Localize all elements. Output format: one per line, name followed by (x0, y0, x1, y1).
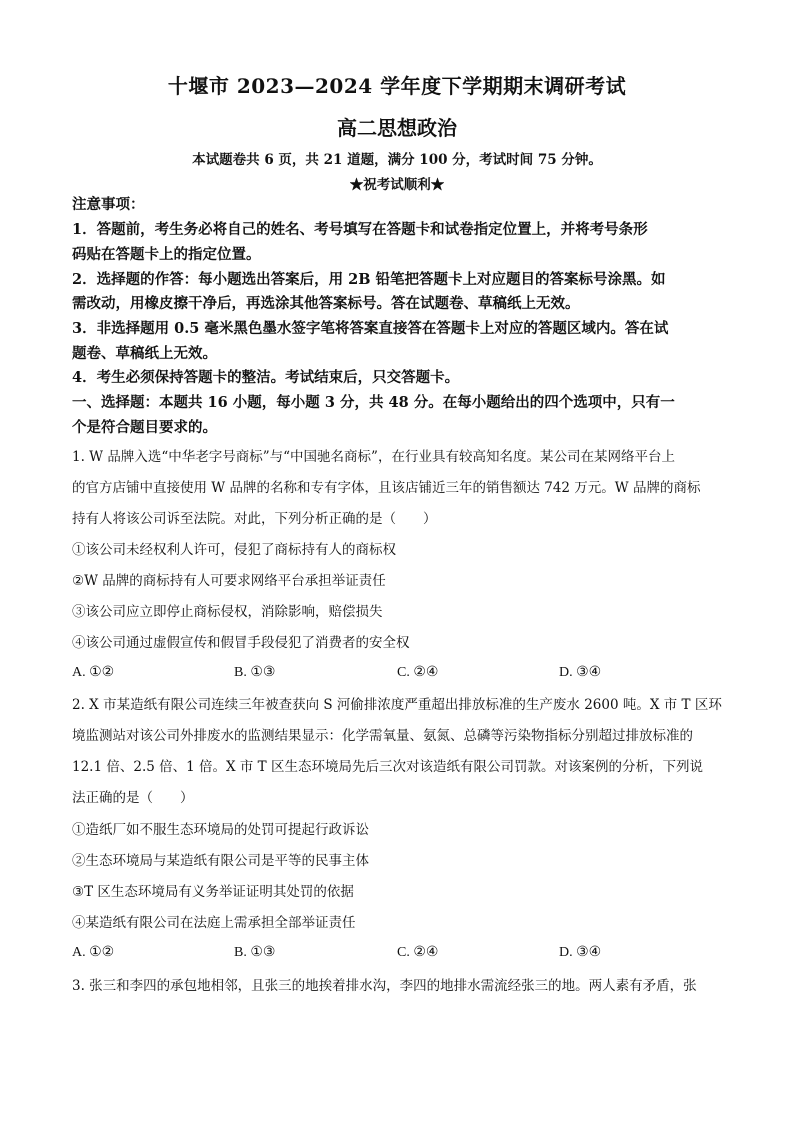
question-1-statement: ①该公司未经权利人许可，侵犯了商标持有人的商标权 (72, 542, 396, 558)
question-2-stem: 12.1 倍、2.5 倍、1 倍。X 市 T 区生态环境局先后三次对该造纸有限公司罚款。对该案例的分析，下列说 (72, 759, 703, 775)
question-2-stem: 境监测站对该公司外排废水的监测结果显示：化学需氧量、氨氮、总磷等污染物指标分别超过排放标准的 (72, 728, 693, 744)
exam-info: 本试题卷共 6 页，共 21 道题，满分 100 分，考试时间 75 分钟。 (192, 152, 602, 168)
section-heading: 个是符合题目要求的。 (72, 419, 217, 436)
option-a: A. ①② (72, 945, 115, 960)
question-2-stem: 2. X 市某造纸有限公司连续三年被查获向 S 河偷排浓度严重超出排放标准的生产废水 2600 吨。X 市 T 区环 (72, 697, 722, 713)
question-2-statement: ④某造纸有限公司在法庭上需承担全部举证责任 (72, 915, 356, 931)
option-d: D. ③④ (559, 945, 602, 960)
note-line: 3．非选择题用 0.5 毫米黑色墨水签字笔将答案直接答在答题卡上对应的答题区域内。答在试 (72, 320, 669, 337)
option-c: C. ②④ (397, 945, 439, 960)
note-line: 4．考生必须保持答题卡的整洁。考试结束后，只交答题卡。 (72, 369, 460, 386)
question-1-stem: 的官方店铺中直接使用 W 品牌的名称和专有字体，且该店铺近三年的销售额达 742 万元。W 品牌的商标 (72, 480, 701, 496)
question-2-stem: 法正确的是（ ） (72, 790, 194, 806)
question-1-statement: ④该公司通过虚假宣传和假冒手段侵犯了消费者的安全权 (72, 635, 410, 651)
exam-title: 十堰市 2023—2024 学年度下学期期末调研考试 (167, 74, 627, 98)
section-heading: 一、选择题：本题共 16 小题，每小题 3 分，共 48 分。在每小题给出的四个选项中，只有一 (72, 394, 675, 411)
question-1-stem: 1. W 品牌入选“中华老字号商标”与“中国驰名商标”，在行业具有较高知名度。某公司在某网络平台上 (72, 449, 675, 465)
question-1-statement: ③该公司应立即停止商标侵权，消除影响，赔偿损失 (72, 604, 383, 620)
notes-heading: 注意事项： (72, 196, 145, 213)
option-a: A. ①② (72, 665, 115, 680)
question-2-statement: ①造纸厂如不服生态环境局的处罚可提起行政诉讼 (72, 822, 369, 838)
option-b: B. ①③ (234, 665, 276, 680)
question-1-statement: ②W 品牌的商标持有人可要求网络平台承担举证责任 (72, 573, 386, 589)
question-2-statement: ②生态环境局与某造纸有限公司是平等的民事主体 (72, 853, 369, 869)
note-line: 1．答题前，考生务必将自己的姓名、考号填写在答题卡和试卷指定位置上，并将考号条形 (72, 221, 648, 238)
question-1-options (72, 664, 722, 684)
question-2-options (72, 944, 722, 964)
question-1-stem: 持有人将该公司诉至法院。对此，下列分析正确的是（ ） (72, 511, 437, 527)
question-2-statement: ③T 区生态环境局有义务举证证明其处罚的依据 (72, 884, 354, 900)
note-line: 2．选择题的作答：每小题选出答案后，用 2B 铅笔把答题卡上对应题目的答案标号涂黑。如 (72, 271, 666, 288)
option-c: C. ②④ (397, 665, 439, 680)
option-b: B. ①③ (234, 945, 276, 960)
blessing-line: ★祝考试顺利★ (349, 177, 445, 193)
note-line: 题卷、草稿纸上无效。 (72, 345, 217, 362)
option-d: D. ③④ (559, 665, 602, 680)
note-line: 码贴在答题卡上的指定位置。 (72, 246, 261, 263)
question-3-stem: 3. 张三和李四的承包地相邻，且张三的地挨着排水沟，李四的地排水需流经张三的地。两人素有矛盾，张 (72, 978, 697, 994)
note-line: 需改动，用橡皮擦干净后，再选涂其他答案标号。答在试题卷、草稿纸上无效。 (72, 295, 580, 312)
subject-title: 高二思想政治 (337, 116, 457, 140)
